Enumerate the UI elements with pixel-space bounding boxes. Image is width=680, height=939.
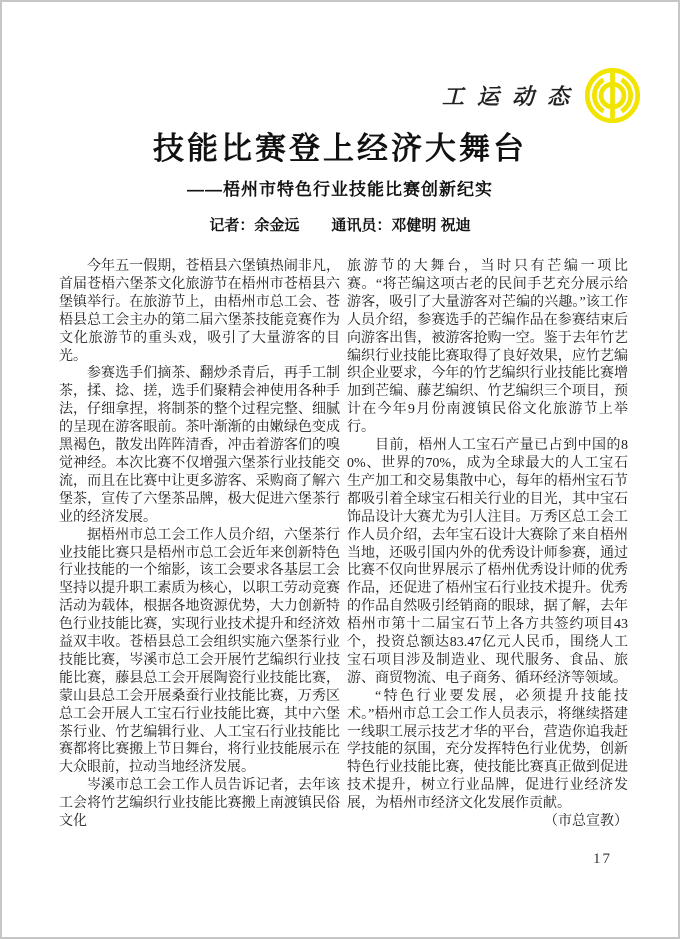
article-paragraph: 目前，梧州人工宝石产量已占到中国的80%、世界的70%，成为全球最大的人工宝石生产加工和交易集散中心，每年的梧州宝石节都吸引着全球宝石相关行业的目光，其中宝石饰品设计大赛尤为引人注目。万秀区总工会工作人员介绍，去年宝石设计大赛除了来自梧州当地，还吸引国内外的优秀设计师参赛，通过比赛不仅向世界展示了梧州优秀设计师的优秀作品，还促进了梧州宝石行业技术提升。优秀的作品自然吸引经销商的眼球，据了解，去年梧州市第十二届宝石节上各方共签约项目43个，投资总额达83.47亿元人民币，围绕人工宝石项目涉及制造业、现代服务、食品、旅游、商贸物流、电子商务、循环经济等领域。: [347, 438, 628, 686]
article-subtitle: ——梧州市特色行业技能比赛创新纪实: [187, 180, 493, 199]
article-paragraph: 今年五一假期，苍梧县六堡镇热闹非凡，首届苍梧六堡茶文化旅游节在梧州市苍梧县六堡镇举行。在旅游节上，由梧州市总工会、苍梧县总工会主办的第二届六堡茶技能竞赛作为文化旅游节的重头戏，吸引了大量游客的目光。: [59, 259, 340, 364]
article-paragraph: 据梧州市总工会工作人员介绍，六堡茶行业技能比赛只是梧州市总工会近年来创新特色行业技能的一个缩影，该工会要求各基层工会坚持以提升职工素质为核心，以职工劳动竞赛活动为载体，根据各地资源优势，大力创新特色行业技能比赛，实现行业技术提升和经济效益双丰收。苍梧县总工会组织实施六堡茶行业技能比赛，岑溪市总工会开展竹艺编织行业技能比赛，藤县总工会开展陶瓷行业技能比赛，蒙山县总工会开展桑蚕行业技能比赛，万秀区总工会开展人工宝石行业技能比赛，其中六堡茶行业、竹艺编辑行业、人工宝石行业技能比赛都将比赛搬上节日舞台，将行业技能展示在大众眼前，拉动当地经济发展。: [59, 527, 340, 776]
article-paragraph: “特色行业要发展，必须提升技能技术。”梧州市总工会工作人员表示，将继续搭建一线职工展示技艺才华的平台，营造你追我赶学技能的氛围，充分发挥特色行业优势，创新特色行业技能比赛，使技能比赛真正做到促进技术提升，树立行业品牌，促进行业经济发展，为梧州市经济文化发展作贡献。 （市总宣教）: [347, 688, 628, 830]
right-column: [347, 258, 628, 831]
masthead-row: [2, 2, 678, 124]
article-title: 技能比赛登上经济大舞台: [153, 131, 527, 166]
article-paragraph: 参赛选手们摘茶、翻炒杀青后，再手工制茶，揉、捻、搓，选手们聚精会神使用各种手法，仔细拿捏，将制茶的整个过程完整、细腻的呈现在游客眼前。茶叶渐渐的由嫩绿色变成黑褐色，散发出阵阵清香，冲击着游客们的嗅觉神经。本次比赛不仅增强六堡茶行业技能交流，而且在比赛中让更多游客、采购商了解六堡茶，宣传了六堡茶品牌，极大促进六堡茶行业的经济发展。: [59, 366, 340, 525]
article-credit: （市总宣教）: [544, 814, 628, 830]
byline-correspondent: 通讯员：邓健明 祝迪: [331, 217, 471, 234]
article-byline: [2, 217, 678, 234]
trade-union-emblem-icon: [584, 67, 641, 124]
byline-reporter: 记者：余金远: [209, 217, 300, 234]
masthead-title: 工运动态: [441, 83, 582, 109]
left-column: [59, 258, 340, 831]
article-paragraph: 旅游节的大舞台，当时只有芒编一项比赛。“将芒编这项古老的民间手艺充分展示给游客，吸引了大量游客对芒编的兴趣。”该工作人员介绍，参赛选手的芒编作品在参赛结束后向游客出售，被游客抢购一空。鉴于去年竹艺编织行业技能比赛取得了良好效果，应竹艺编织企业要求，今年的竹艺编织行业技能比赛增加到芒编、藤艺编织、竹艺编织三个项目，预计在今年9月份南渡镇民俗文化旅游节上举行。: [347, 259, 628, 436]
article-paragraph: 岑溪市总工会工作人员告诉记者，去年该工会将竹艺编织行业技能比赛搬上南渡镇民俗文化: [59, 778, 340, 830]
article-body: [2, 234, 678, 831]
page-number: 17: [593, 851, 612, 867]
